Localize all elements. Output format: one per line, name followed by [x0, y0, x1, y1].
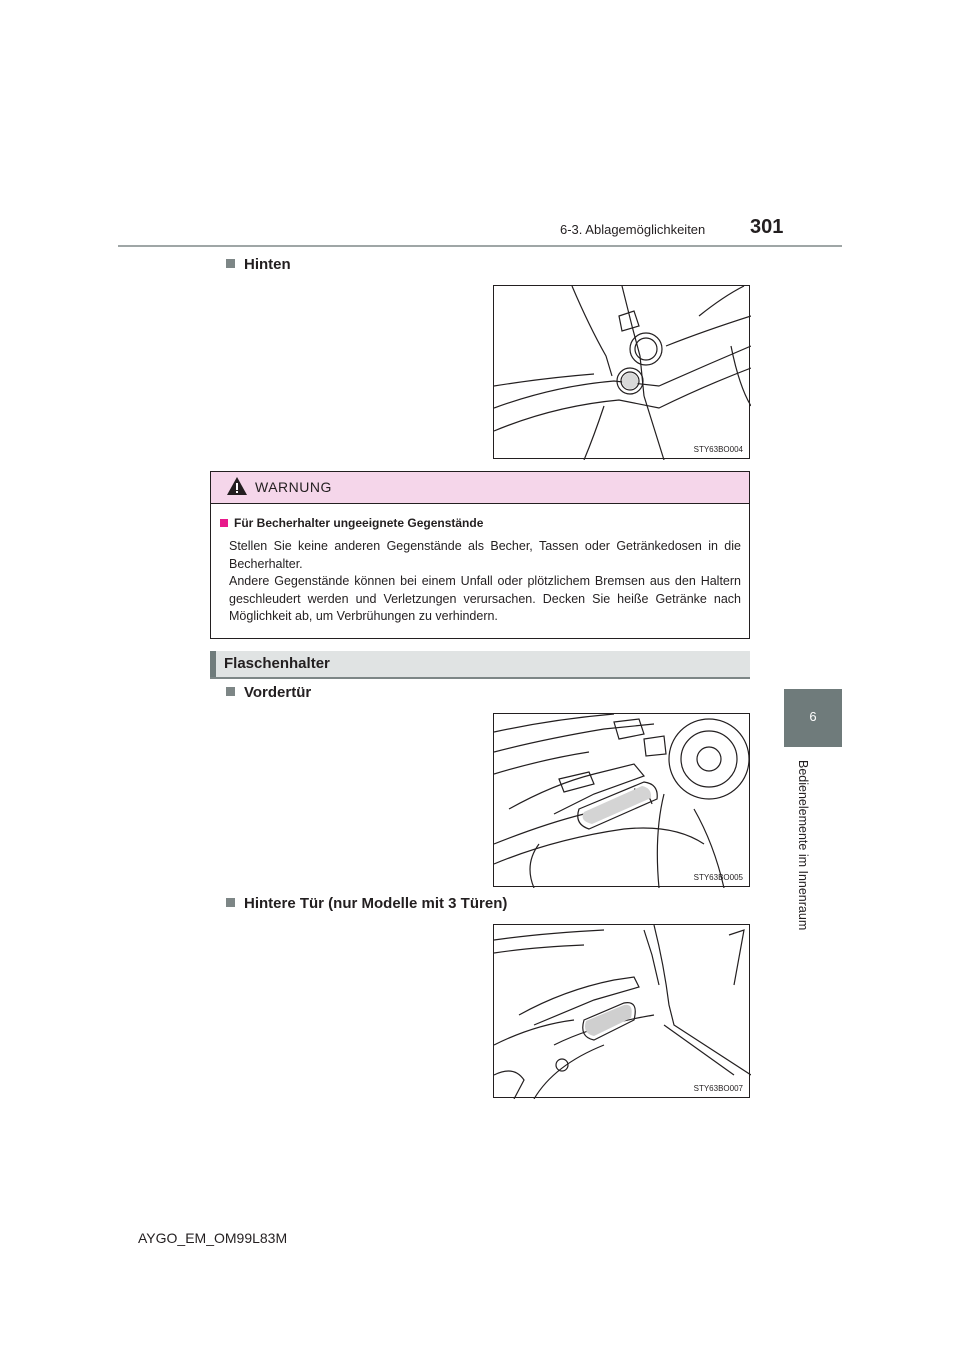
- front-door-heading-text: Vordertür: [244, 684, 312, 701]
- header-section-title: 6-3. Ablagemöglichkeiten: [560, 222, 706, 237]
- figure-code: STY63BO005: [693, 873, 743, 882]
- warning-body: [229, 538, 741, 626]
- front-door-bottle-holder-illustration: [493, 713, 750, 887]
- warning-subheading: [220, 516, 483, 530]
- warning-box: [210, 471, 750, 639]
- warning-header: [211, 472, 749, 504]
- section-heading-bar: [210, 651, 216, 677]
- bullet-square-icon: [226, 687, 235, 696]
- rear-cup-holder-heading-text: Hinten: [244, 256, 291, 273]
- bullet-square-icon: [226, 898, 235, 907]
- bullet-square-icon: [220, 519, 228, 527]
- front-door-heading: [226, 684, 311, 701]
- rear-door-heading: [226, 895, 507, 912]
- figure-code: STY63BO007: [693, 1084, 743, 1093]
- bullet-square-icon: [226, 259, 235, 268]
- document-id: AYGO_EM_OM99L83M: [138, 1230, 288, 1246]
- rear-door-bottle-holder-illustration: [493, 924, 750, 1098]
- chapter-number: 6: [809, 709, 817, 724]
- rear-cup-holder-heading: [226, 256, 291, 273]
- rear-door-bottle-holder-drawing: [494, 925, 751, 1099]
- warning-subheading-text: Für Becherhalter ungeeignete Gegenstände: [234, 516, 484, 530]
- chapter-label: Bedienelemente im Innenraum: [796, 760, 810, 931]
- figure-code: STY63BO004: [693, 445, 743, 454]
- section-title: Flaschenhalter: [224, 655, 330, 672]
- rear-cup-holder-drawing: [494, 286, 751, 460]
- chapter-tab: [784, 689, 842, 747]
- warning-triangle-icon: [226, 476, 248, 496]
- page-number: 301: [750, 216, 784, 238]
- warning-title: WARNUNG: [255, 479, 332, 495]
- rear-door-heading-text: Hintere Tür (nur Modelle mit 3 Türen): [244, 895, 508, 912]
- rear-cup-holder-illustration: [493, 285, 750, 459]
- front-door-bottle-holder-drawing: [494, 714, 751, 888]
- warning-paragraph-2: Andere Gegenstände können bei einem Unfall oder plötzlichem Bremsen aus den Haltern geschleudert werden und Verletzungen verursachen. Decken Sie heiße Getränke nach Möglichkeit ab, um Verbrühungen zu verhindern.: [229, 574, 741, 623]
- section-heading-box: [210, 651, 750, 679]
- warning-paragraph-1: Stellen Sie keine anderen Gegenstände als Becher, Tassen oder Getränkedosen in die Becherhalter.: [229, 539, 741, 571]
- header-divider: [118, 245, 842, 247]
